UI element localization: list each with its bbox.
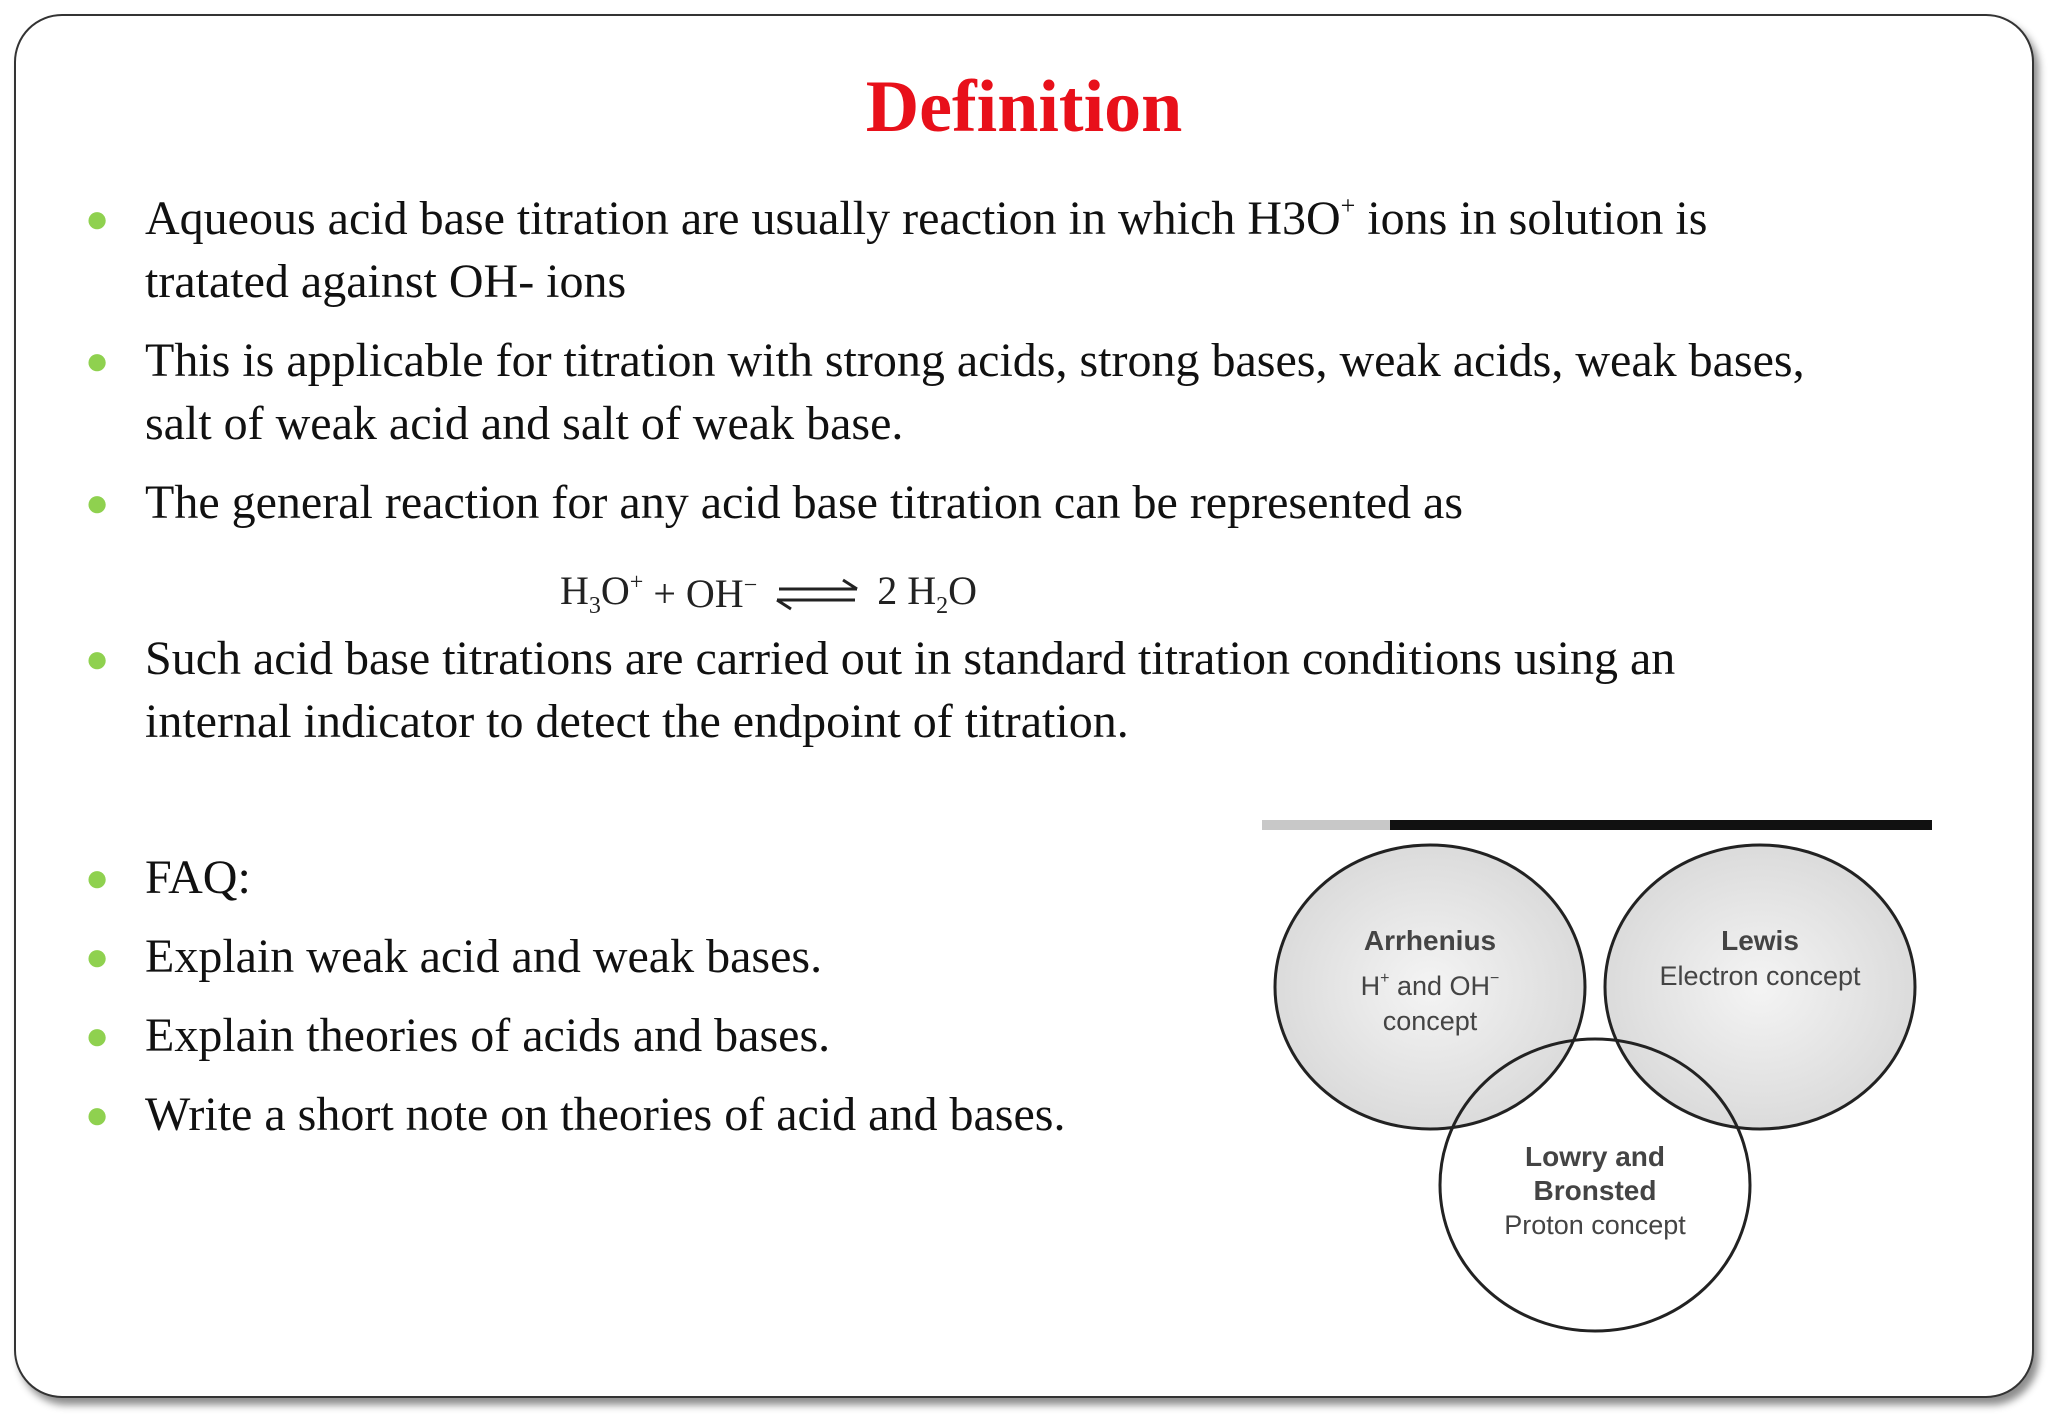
bullet-item: ● This is applicable for titration with strong acids, strong bases, weak acids, weak bases, salt of weak acid and salt of weak base. — [145, 329, 1805, 455]
bullet-item: ● Aqueous acid base titration are usually reaction in which H3O+ ions in solution is tratated against OH- ions — [145, 187, 1707, 313]
arrhenius-title: Arrhenius — [1363, 925, 1497, 956]
bullet-dot-icon: ● — [85, 480, 110, 525]
bullet-dot-icon: ● — [85, 1092, 110, 1137]
bullet-item: ● Explain theories of acids and bases. — [145, 1004, 830, 1067]
acid-base-theories-venn — [1262, 810, 1932, 1340]
equilibrium-arrow-icon — [767, 574, 867, 614]
arrhenius-line2: concept — [1382, 1006, 1478, 1036]
bullet-item: ● FAQ: — [145, 846, 251, 909]
bullet-dot-icon: ● — [85, 1013, 110, 1058]
reaction-equation: $H_3O^+ + OH^-$ 2 $H_2O$ — [560, 568, 977, 620]
arrhenius-line1: H+ and OH− — [1360, 970, 1500, 1001]
lewis-title: Lewis — [1721, 925, 1799, 956]
bullet-dot-icon: ● — [85, 196, 110, 241]
top-rule-dark — [1390, 820, 1932, 830]
bullet-dot-icon: ● — [85, 934, 110, 979]
bullet-dot-icon: ● — [85, 636, 110, 681]
bullet-item: ● Explain weak acid and weak bases. — [145, 925, 822, 988]
bullet-item: ● The general reaction for any acid base titration can be represented as — [145, 471, 1463, 534]
bullet-dot-icon: ● — [85, 855, 110, 900]
bullet-item: ● Write a short note on theories of acid and bases. — [145, 1083, 1065, 1146]
lewis-line1: Electron concept — [1659, 961, 1861, 991]
lowry-title1: Lowry and — [1524, 1141, 1666, 1172]
lowry-line1: Proton concept — [1504, 1210, 1686, 1240]
slide-title: Definition — [865, 66, 1183, 148]
lowry-title2: Bronsted — [1533, 1175, 1657, 1206]
bullet-item: ● Such acid base titrations are carried out in standard titration conditions using an internal indicator to detect the endpoint of titration. — [145, 627, 1675, 753]
bullet-dot-icon: ● — [85, 338, 110, 383]
